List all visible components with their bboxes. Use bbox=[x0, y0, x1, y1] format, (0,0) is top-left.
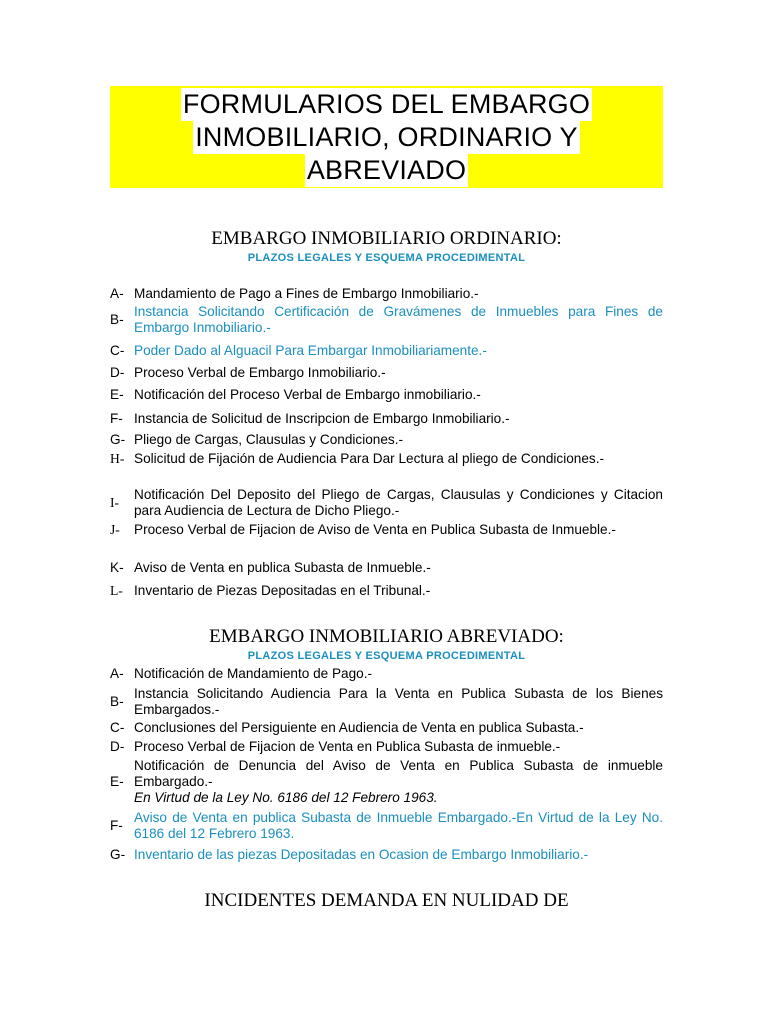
list-item bbox=[110, 387, 663, 403]
item-text: Pliego de Cargas, Clausulas y Condiciones.- bbox=[134, 432, 403, 447]
item-letter: F- bbox=[110, 818, 123, 833]
item-text: Notificación Del Deposito del Pliego de Cargas, Clausulas y Condiciones y Citacion para Audiencia de Lectura de Dicho Pliego.- bbox=[134, 487, 663, 518]
item-letter: I- bbox=[110, 495, 120, 510]
item-letter: A- bbox=[110, 286, 124, 301]
section-heading-abreviado: EMBARGO INMOBILIARIO ABREVIADO: bbox=[209, 626, 564, 647]
item-letter: B- bbox=[110, 694, 124, 709]
item-letter: C- bbox=[110, 720, 125, 735]
item-letter: G- bbox=[110, 432, 126, 447]
list-item[interactable] bbox=[110, 304, 663, 336]
document-title bbox=[181, 88, 592, 187]
list-item[interactable] bbox=[110, 847, 663, 863]
item-letter: B- bbox=[110, 312, 124, 327]
list-item bbox=[110, 560, 663, 576]
item-letter: J- bbox=[110, 522, 120, 537]
section-subheading-abreviado: PLAZOS LEGALES Y ESQUEMA PROCEDIMENTAL bbox=[247, 650, 526, 662]
list-item bbox=[110, 365, 663, 381]
item-text: Proceso Verbal de Fijacion de Aviso de Venta en Publica Subasta de Inmueble.- bbox=[134, 522, 616, 537]
item-link[interactable]: Poder Dado al Alguacil Para Embargar Inmobiliariamente.- bbox=[134, 343, 487, 358]
document-title-block bbox=[110, 86, 663, 188]
list-item[interactable] bbox=[110, 810, 663, 842]
item-link[interactable]: Aviso de Venta en publica Subasta de Inmueble Embargado.-En Virtud de la Ley No. 6186 del 12 Febrero 1963. bbox=[134, 810, 663, 841]
list-item[interactable] bbox=[110, 343, 663, 359]
item-text: Aviso de Venta en publica Subasta de Inmueble.- bbox=[134, 560, 431, 575]
item-text: Instancia de Solicitud de Inscripcion de Embargo Inmobiliario.- bbox=[134, 411, 510, 426]
item-text: Instancia Solicitando Audiencia Para la Venta en Publica Subasta de los Bienes Embargados.- bbox=[134, 686, 663, 717]
list-item bbox=[110, 487, 663, 519]
list-item bbox=[110, 758, 663, 806]
item-letter: F- bbox=[110, 411, 123, 426]
list-item bbox=[110, 739, 663, 755]
list-item bbox=[110, 451, 663, 467]
item-link[interactable]: Instancia Solicitando Certificación de Gravámenes de Inmuebles para Fines de Embargo Inmobiliario.- bbox=[134, 304, 663, 335]
item-text: Inventario de Piezas Depositadas en el Tribunal.- bbox=[134, 583, 431, 598]
item-text-block bbox=[134, 758, 663, 806]
section-heading-ordinario: EMBARGO INMOBILIARIO ORDINARIO: bbox=[211, 228, 562, 249]
item-letter: E- bbox=[110, 774, 124, 789]
title-line-1: FORMULARIOS DEL EMBARGO bbox=[182, 88, 591, 119]
item-letter: D- bbox=[110, 365, 125, 380]
section-subheading-ordinario: PLAZOS LEGALES Y ESQUEMA PROCEDIMENTAL bbox=[247, 252, 526, 264]
item-text: Notificación de Denuncia del Aviso de Venta en Publica Subasta de inmueble Embargado.- bbox=[134, 758, 663, 789]
item-letter: G- bbox=[110, 847, 126, 862]
list-item bbox=[110, 432, 663, 448]
title-line-2: INMOBILIARIO, ORDINARIO Y bbox=[195, 121, 578, 152]
item-letter: A- bbox=[110, 666, 124, 681]
item-link[interactable]: Inventario de las piezas Depositadas en Ocasion de Embargo Inmobiliario.- bbox=[134, 847, 589, 862]
list-item bbox=[110, 666, 663, 682]
item-letter: L- bbox=[110, 583, 123, 598]
list-item bbox=[110, 286, 663, 302]
list-item bbox=[110, 411, 663, 427]
item-letter: C- bbox=[110, 343, 125, 358]
list-item bbox=[110, 583, 663, 599]
item-text: Mandamiento de Pago a Fines de Embargo Inmobiliario.- bbox=[134, 286, 479, 301]
list-item bbox=[110, 720, 663, 736]
item-note: En Virtud de la Ley No. 6186 del 12 Febrero 1963. bbox=[134, 790, 438, 805]
item-letter: H- bbox=[110, 451, 125, 466]
section-heading-incidentes: INCIDENTES DEMANDA EN NULIDAD DE bbox=[204, 890, 569, 911]
list-item bbox=[110, 522, 663, 538]
item-text: Notificación del Proceso Verbal de Embargo inmobiliario.- bbox=[134, 387, 481, 402]
list-item bbox=[110, 686, 663, 718]
item-letter: K- bbox=[110, 560, 124, 575]
item-text: Solicitud de Fijación de Audiencia Para Dar Lectura al pliego de Condiciones.- bbox=[134, 451, 605, 466]
item-letter: D- bbox=[110, 739, 125, 754]
title-line-3: ABREVIADO bbox=[306, 154, 467, 185]
item-text: Proceso Verbal de Embargo Inmobiliario.- bbox=[134, 365, 386, 380]
item-text: Notificación de Mandamiento de Pago.- bbox=[134, 666, 373, 681]
item-text: Proceso Verbal de Fijacion de Venta en Publica Subasta de inmueble.- bbox=[134, 739, 561, 754]
item-text: Conclusiones del Persiguiente en Audiencia de Venta en publica Subasta.- bbox=[134, 720, 584, 735]
item-letter: E- bbox=[110, 387, 124, 402]
